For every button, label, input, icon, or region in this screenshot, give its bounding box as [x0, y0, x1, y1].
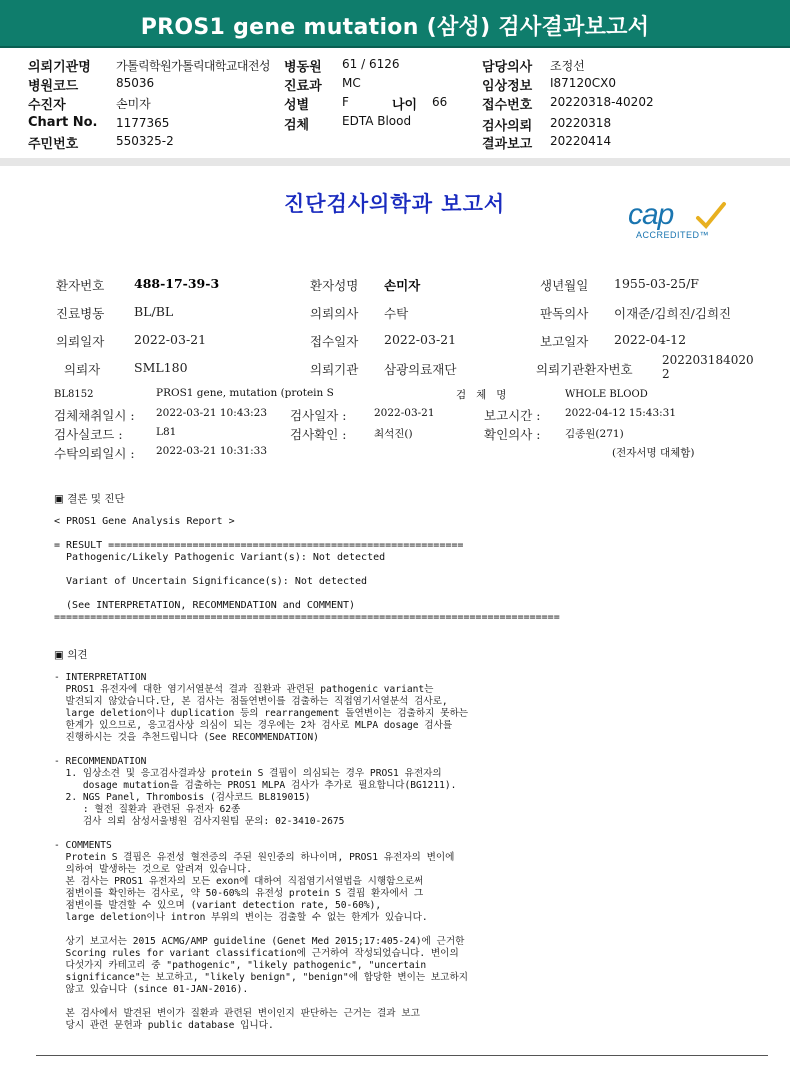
receipt-label: 접수번호	[482, 98, 533, 113]
receipt-value: 20220318-40202	[550, 95, 654, 109]
cap-accredited-logo	[628, 198, 728, 246]
confirm-value: 최석진()	[374, 428, 413, 440]
accept-value: 2022-03-21 10:31:33	[156, 445, 268, 457]
grid-label: 생년월일	[540, 278, 589, 293]
grid-value: 2022-04-12	[614, 332, 687, 347]
grid-value: BL/BL	[134, 304, 174, 319]
result-value: 20220414	[550, 134, 612, 148]
grid-value: 2022-03-21	[384, 332, 457, 347]
grid-value: 202203184020	[662, 353, 754, 367]
cap-accredited-label: ACCREDITED™	[636, 230, 710, 240]
collect-value: 2022-03-21 10:43:23	[156, 407, 268, 419]
specimen-label: 검체	[284, 118, 310, 133]
test-date-value: 2022-03-21	[374, 407, 435, 419]
grid-value: SML180	[134, 360, 188, 375]
result-block: < PROS1 Gene Analysis Report > = RESULT =========================================================== Pathogenic/Likely Pathogenic Variant(s): Not detected Variant of Uncertain Significance(s): Not detected (See INTERPRETATION, RECOMMENDATION and COMMENT) ====================================================================================	[54, 516, 560, 623]
req-org-label: 의뢰기관명	[28, 60, 91, 75]
report-time-label: 보고시간 :	[484, 408, 541, 423]
confirm-doc-value: 김종원(271)	[565, 428, 624, 440]
ward-value: 61 / 6126	[342, 57, 400, 71]
rrn-label: 주민번호	[28, 137, 79, 152]
grid-label: 보고일자	[540, 334, 589, 349]
header-divider	[0, 158, 790, 166]
title-bar	[0, 0, 790, 48]
grid-label: 의뢰기관환자번호	[536, 362, 633, 377]
grid-label: 환자번호	[56, 278, 105, 293]
dept-value: MC	[342, 76, 361, 90]
report-title: 진단검사의학과 보고서	[284, 191, 506, 216]
sex-label: 성별	[284, 98, 310, 113]
req-org-value: 가톨릭학원가톨릭대학교대전성	[116, 59, 270, 73]
grid-label: 의뢰자	[64, 362, 101, 377]
doctor-label: 담당의사	[482, 60, 533, 75]
grid-label: 의뢰기관	[310, 362, 359, 377]
grid-label: 판독의사	[540, 306, 589, 321]
esign-note: (전자서명 대체함)	[612, 447, 695, 459]
age-value: 66	[432, 95, 448, 109]
result-label: 결과보고	[482, 137, 533, 152]
age-label: 나이	[392, 98, 418, 113]
room-value: L81	[156, 426, 177, 438]
cap-check-icon	[694, 200, 728, 230]
hosp-code-label: 병원코드	[28, 79, 79, 94]
section-opinion: ▣ 의견	[54, 649, 88, 661]
chart-label: Chart No.	[28, 115, 98, 130]
test-name: PROS1 gene, mutation (protein S	[156, 387, 334, 399]
grid-value: 2022-03-21	[134, 332, 207, 347]
dept-label: 진료과	[284, 79, 322, 94]
specimen-name-value: WHOLE BLOOD	[565, 389, 648, 400]
page-title: PROS1 gene mutation (삼성) 검사결과보고서	[140, 15, 650, 40]
grid-value: 손미자	[384, 278, 421, 293]
grid-value: 이재준/김희진/김희진	[614, 306, 732, 321]
patient-value: 손미자	[116, 97, 151, 111]
grid-value: 488-17-39-3	[134, 276, 220, 291]
report-time-value: 2022-04-12 15:43:31	[565, 407, 677, 419]
confirm-label: 검사확인 :	[290, 427, 347, 442]
grid-label: 진료병동	[56, 306, 105, 321]
cap-logo-text: cap	[628, 198, 674, 231]
test-req-value: 20220318	[550, 116, 612, 130]
grid-value: 수탁	[384, 306, 409, 321]
report-paper	[0, 166, 790, 1070]
header-info	[0, 48, 790, 158]
grid-label: 의뢰일자	[56, 334, 105, 349]
grid-value: 1955-03-25/F	[614, 276, 699, 291]
opinion-block: - INTERPRETATION PROS1 유전자에 대한 염기서열분석 결과 질환과 관련된 pathogenic variant는 발견되지 않았습니다.단, 본 검사는 점돌연변이를 검출하는 직접염기서열분석 검사로, large deletion이나 duplication 등의 rearrangement 돌연변이는 검출하지 못하는 한계가 있으므로, 응고검사상 의심이 되는 경우에는 2차 검사로 MLPA dosage 검사를 진행하시는 것을 추천드립니다 (See RECOMMENDATION) - RECOMMENDATION 1. 임상소견 및 응고검사결과상 protein S 결핍이 의심되는 경우 PROS1 유전자의 dosage mutation을 검출하는 PROS1 MLPA 검사가 추가로 필요합니다(BG1211). 2. NGS Panel, Thrombosis (검사코드 BL819015) : 혈전 질환과 관련된 유전자 62종 검사 의뢰 삼성서울병원 검사지원팀 문의: 02-3410-2675 - COMMENTS Protein S 결핍은 유전성 혈전증의 주된 원인중의 하나이며, PROS1 유전자의 변이에 의하여 발생하는 것으로 알려져 있습니다. 본 검사는 PROS1 유전자의 모든 exon에 대하여 직접염기서열법을 시행함으로써 점변이를 확인하는 검사로, 약 50-60%의 유전성 protein S 결핍 환자에서 그 점변이를 발견할 수 있으며 (variant detection rate, 50-60%), large deletion이나 intron 부위의 변이는 검출할 수 없는 한계가 있습니다. 상기 보고서는 2015 ACMG/AMP guideline (Genet Med 2015;17:405-24)에 근거한 Scoring rules for variant classification에 근거하여 작성되었습니다. 변이의 다섯가지 카테고리 중 "pathogenic", "likely pathogenic", "uncertain significance"는 보고하고, "likely benign", "benign"에 합당한 변이는 보고하지 않고 있습니다 (since 01-JAN-2016). 본 검사에서 발견된 변이가 질환과 관련된 변이인지 판단하는 근거는 결과 보고 당시 관련 문헌과 public database 입니다.	[54, 672, 468, 1031]
clinical-label: 임상정보	[482, 79, 533, 94]
rrn-value: 550325-2	[116, 134, 174, 148]
grid-label: 의뢰의사	[310, 306, 359, 321]
chart-value: 1177365	[116, 116, 170, 130]
clinical-value: I87120CX0	[550, 76, 616, 90]
patient-label: 수진자	[28, 98, 66, 113]
grid-label: 환자성명	[310, 278, 359, 293]
grid-label: 접수일자	[310, 334, 359, 349]
grid-value: 2	[662, 367, 670, 381]
hosp-code-value: 85036	[116, 76, 155, 90]
room-label: 검사실코드 :	[54, 427, 123, 442]
doctor-value: 조정선	[550, 59, 585, 73]
test-req-label: 검사의뢰	[482, 119, 533, 134]
ward-label: 병동원	[284, 60, 322, 75]
collect-label: 검체채취일시 :	[54, 408, 135, 423]
confirm-doc-label: 확인의사 :	[484, 427, 541, 442]
grid-value: 삼광의료재단	[384, 362, 457, 377]
specimen-value: EDTA Blood	[342, 114, 412, 128]
section-conclusion: ▣ 결론 및 진단	[54, 493, 125, 505]
test-date-label: 검사일자 :	[290, 408, 347, 423]
specimen-name-label: 검 체 명	[456, 389, 507, 401]
accept-label: 수탁의뢰일시 :	[54, 446, 135, 461]
test-code: BL8152	[54, 389, 94, 400]
bottom-rule	[36, 1055, 768, 1056]
sex-value: F	[342, 95, 349, 109]
